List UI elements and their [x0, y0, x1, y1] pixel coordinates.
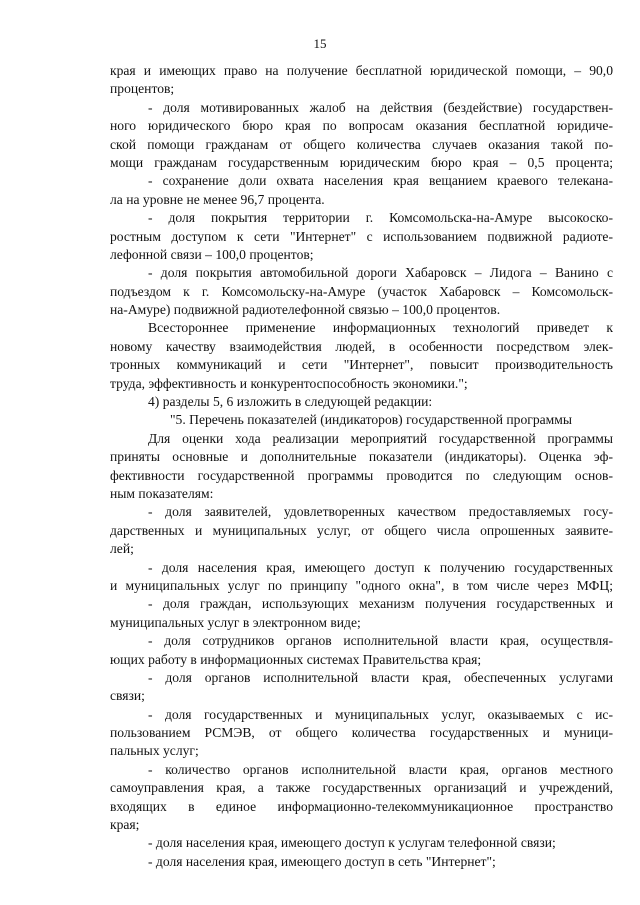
- text-line: ного юридического бюро края по вопросам оказания бесплатной юридиче-: [110, 118, 613, 134]
- text-line: тронных коммуникаций и сети "Интернет", повысит производительность: [110, 357, 613, 373]
- text-line: 4) разделы 5, 6 изложить в следующей редакции:: [148, 394, 433, 410]
- text-line: ным показателям:: [110, 485, 214, 501]
- text-line: - доля граждан, использующих механизм получения государственных и: [148, 596, 613, 612]
- section-heading: "5. Перечень показателей (индикаторов) государственной программы: [170, 412, 572, 428]
- text-line: процентов;: [110, 81, 175, 97]
- text-line: - доля органов исполнительной власти края, обеспеченных услугами: [148, 669, 613, 685]
- text-line: края;: [110, 817, 140, 833]
- page-number: 15: [313, 36, 327, 51]
- text-line: фективности государственной программы проводится по следующим основ-: [110, 467, 613, 483]
- document-body: [110, 62, 613, 871]
- text-line: подъездом к г. Комсомольску-на-Амуре (участок Хабаровск – Комсомольск-: [110, 283, 613, 299]
- text-line: - доля заявителей, удовлетворенных качеством предоставляемых госу-: [148, 504, 613, 520]
- text-line: - доля государственных и муниципальных услуг, оказываемых с ис-: [148, 706, 613, 722]
- text-line: дарственных и муниципальных услуг, от общего числа опрошенных заявите-: [110, 522, 613, 538]
- text-line: - доля покрытия территории г. Комсомольска-на-Амуре высокоско-: [148, 210, 613, 226]
- text-line: - доля населения края, имеющего доступ к услугам телефонной связи;: [148, 835, 556, 851]
- text-line: края и имеющих право на получение бесплатной юридической помощи, – 90,0: [110, 63, 613, 78]
- text-line: мощи гражданам государственным юридическим бюро края – 0,5 процента;: [110, 154, 613, 170]
- text-line: пользованием РСМЭВ, от общего количества государственных и муници-: [110, 725, 613, 741]
- text-line: - доля населения края, имеющего доступ в сеть "Интернет";: [148, 853, 496, 869]
- text-line: Всестороннее применение информационных технологий приведет к: [148, 320, 613, 336]
- text-line: на-Амуре) подвижной радиотелефонной связью – 100,0 процентов.: [110, 302, 501, 318]
- text-line: лей;: [110, 541, 134, 557]
- text-line: - доля населения края, имеющего доступ к получению государственных: [148, 559, 613, 575]
- text-line: Для оценки хода реализации мероприятий государственной программы: [148, 430, 613, 446]
- text-line: и муниципальных услуг по принципу "одного окна", в том числе через МФЦ;: [110, 577, 613, 593]
- text-line: самоуправления края, а также государственных организаций и учреждений,: [110, 780, 613, 796]
- text-line: - сохранение доли охвата населения края вещанием краевого телекана-: [148, 173, 613, 189]
- text-line: ющих работу в информационных системах Правительства края;: [110, 651, 482, 667]
- text-line: ской помощи гражданам от общего количества случаев оказания такой по-: [110, 136, 613, 152]
- text-line: ла на уровне не менее 96,7 процента.: [110, 191, 325, 207]
- text-line: связи;: [110, 688, 145, 704]
- text-line: - доля мотивированных жалоб на действия (бездействие) государствен-: [148, 99, 613, 115]
- text-line: - доля сотрудников органов исполнительной власти края, осуществля-: [148, 633, 613, 649]
- text-line: ростным доступом к сети "Интернет" с использованием подвижной радиоте-: [110, 228, 613, 244]
- text-line: муниципальных услуг в электронном виде;: [110, 614, 361, 630]
- text-line: новому качеству взаимодействия людей, в особенности посредством элек-: [110, 338, 613, 354]
- text-line: приняты основные и дополнительные показатели (индикаторы). Оценка эф-: [110, 449, 613, 465]
- text-line: пальных услуг;: [110, 743, 199, 759]
- text-line: труда, эффективность и конкурентоспособность экономики.";: [110, 375, 468, 391]
- text-line: входящих в единое информационно-телекоммуникационное пространство: [110, 798, 613, 814]
- text-line: - доля покрытия автомобильной дороги Хабаровск – Лидога – Ванино с: [148, 265, 613, 281]
- text-line: лефонной связи – 100,0 процентов;: [110, 246, 314, 262]
- text-line: - количество органов исполнительной власти края, органов местного: [148, 761, 613, 777]
